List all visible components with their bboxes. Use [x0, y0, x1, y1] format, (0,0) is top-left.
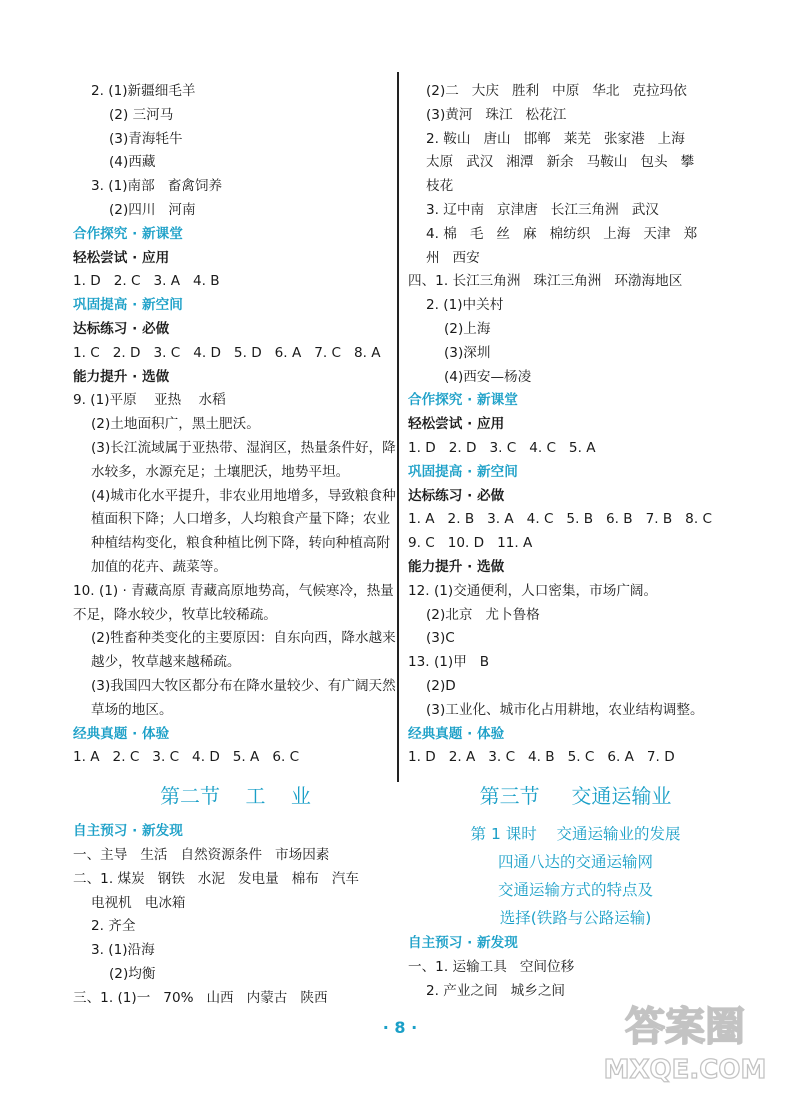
answer-line: 12. (1)交通便利，人口密集，市场广阔。 — [408, 582, 658, 599]
answer-line: (3)C — [426, 630, 455, 647]
answer-line: 三、1. (1)一 70% 山西 内蒙古 陕西 — [73, 989, 328, 1006]
answer-line: 9. (1)平原 亚热 水稻 — [73, 392, 226, 409]
answer-line: (3)长江流域属于亚热带、湿润区，热量条件好，降水较多，水源充足；土壤肥沃，地势平坦。 — [91, 439, 396, 480]
answer-line: (3)我国四大牧区都分布在降水量较少、有广阔天然草场的地区。 — [91, 677, 396, 718]
answers-standard-practice: 1. A 2. B 3. A 4. C 5. B 6. B 7. B 8. C — [408, 511, 712, 528]
section-heading-cooperation: 合作探究 · 新课堂 — [73, 225, 183, 242]
lesson-title-line-1: 第 1 课时 交通运输业的发展 — [470, 825, 681, 844]
section-heading-preview: 自主预习 · 新发现 — [73, 823, 183, 840]
answers-animal-husbandry — [73, 80, 398, 223]
answers-classic: 1. D 2. A 3. C 4. B 5. C 6. A 7. D — [408, 749, 675, 766]
subheading-standard-practice: 达标练习 · 必做 — [408, 487, 505, 504]
left-column — [73, 80, 398, 1010]
answer-line: 3. 辽中南 京津唐 长江三角洲 武汉 — [426, 201, 659, 218]
answer-line: 2. 齐全 — [91, 918, 136, 935]
answer-line: (4)西安—杨凌 — [444, 368, 532, 385]
section-heading-consolidate: 巩固提高 · 新空间 — [73, 297, 183, 314]
answer-line: 2. 鞍山 唐山 邯郸 莱芜 张家港 上海 — [426, 130, 685, 147]
answer-line: 州 西安 — [426, 249, 480, 266]
answers-easy-try: 1. D 2. C 3. A 4. B — [73, 273, 220, 290]
answer-line: 10. (1) · 青藏高原 青藏高原地势高，气候寒冷，热量不足，降水较少，牧草比较稀疏。 — [73, 582, 394, 623]
answer-line: (3)工业化、城市化占用耕地，农业结构调整。 — [426, 701, 704, 718]
answer-line: (2)牲畜种类变化的主要原因：自东向西，降水越来越少，牧草越来越稀疏。 — [91, 630, 396, 671]
section-heading-cooperation: 合作探究 · 新课堂 — [408, 392, 518, 409]
right-column — [408, 80, 743, 1004]
subheading-easy-try: 轻松尝试 · 应用 — [73, 249, 170, 266]
answer-line: (2)北京 尤卜鲁格 — [426, 606, 540, 623]
answer-line: 4. 棉 毛 丝 麻 棉纺织 上海 天津 郑 — [426, 225, 698, 242]
answer-line: (3)黄河 珠江 松花江 — [426, 106, 567, 123]
answers-industry-continued — [408, 80, 743, 389]
answer-line: 四、1. 长江三角洲 珠江三角洲 环渤海地区 — [408, 273, 683, 290]
answer-line: 一、1. 运输工具 空间位移 — [408, 958, 575, 975]
subheading-ability: 能力提升 · 选做 — [408, 558, 505, 575]
subheading-easy-try: 轻松尝试 · 应用 — [408, 416, 505, 433]
subheading-standard-practice: 达标练习 · 必做 — [73, 320, 170, 337]
answers-standard-practice: 1. C 2. D 3. C 4. D 5. D 6. A 7. C 8. A — [73, 344, 381, 361]
subheading-ability: 能力提升 · 选做 — [73, 368, 170, 385]
answer-question-10 — [73, 580, 398, 723]
answer-line: 2. (1)新疆细毛羊 — [91, 83, 196, 99]
answers-classic: 1. A 2. C 3. C 4. D 5. A 6. C — [73, 749, 300, 766]
answer-line: (4)西藏 — [109, 154, 156, 171]
answer-line: (2)四川 河南 — [109, 201, 196, 218]
answer-line: 13. (1)甲 B — [408, 654, 490, 671]
answer-question-9 — [73, 389, 398, 579]
answer-line: (2)土地面积广，黑土肥沃。 — [91, 416, 260, 433]
section-heading-classic: 经典真题 · 体验 — [408, 725, 505, 742]
answer-line: 2. (1)中关村 — [426, 297, 504, 314]
answer-line: (4)城市化水平提升，非农业用地增多，导致粮食种植面积下降；人口增多，人均粮食产量下降；农业种植结构变化，粮食种植比例下降，转向种植高附加值的花卉、蔬菜等。 — [91, 487, 396, 575]
watermark-url: MXQE.COM — [603, 1055, 767, 1085]
answer-line: (3)青海牦牛 — [109, 130, 183, 147]
answer-line: (2) 三河马 — [109, 106, 174, 123]
answer-questions-12-13 — [408, 580, 743, 723]
lesson-title-line-3: 交通运输方式的特点及 — [497, 881, 653, 900]
answer-line: 3. (1)南部 畜禽饲养 — [91, 178, 223, 195]
answer-line: (3)深圳 — [444, 344, 491, 361]
page-number: · 8 · — [382, 1018, 418, 1037]
answer-line: 太原 武汉 湘潭 新余 马鞍山 包头 攀 — [426, 154, 695, 171]
answer-line: 枝花 — [426, 178, 454, 195]
answers-easy-try: 1. D 2. D 3. C 4. C 5. A — [408, 439, 596, 456]
watermark-logo — [593, 992, 778, 1087]
answer-line: 电视机 电冰箱 — [91, 894, 186, 911]
answers-industry-preview — [73, 844, 398, 1011]
section-heading-classic: 经典真题 · 体验 — [73, 725, 170, 742]
chapter-title-industry: 第二节 工 业 — [160, 784, 311, 809]
answer-line: 3. (1)沿海 — [91, 942, 155, 959]
section-heading-consolidate: 巩固提高 · 新空间 — [408, 463, 518, 480]
lesson-title-line-2: 四通八达的交通运输网 — [497, 853, 653, 872]
answer-line: (2)D — [426, 677, 456, 694]
answers-standard-practice-2: 9. C 10. D 11. A — [408, 535, 533, 552]
section-heading-preview: 自主预习 · 新发现 — [408, 935, 518, 952]
answer-line: (2)均衡 — [109, 965, 156, 982]
answer-line: 2. 产业之间 城乡之间 — [426, 982, 566, 999]
chapter-title-transport: 第三节 交通运输业 — [479, 784, 672, 809]
answer-line: 二、1. 煤炭 钢铁 水泥 发电量 棉布 汽车 — [73, 870, 360, 887]
lesson-title-line-4: 选择(铁路与公路运输) — [499, 909, 652, 928]
watermark-chars: 答案圈 — [625, 1004, 745, 1050]
answer-line: (2)上海 — [444, 320, 491, 337]
answer-line: (2)二 大庆 胜利 中原 华北 克拉玛依 — [426, 83, 687, 99]
answer-line: 一、主导 生活 自然资源条件 市场因素 — [73, 846, 330, 863]
